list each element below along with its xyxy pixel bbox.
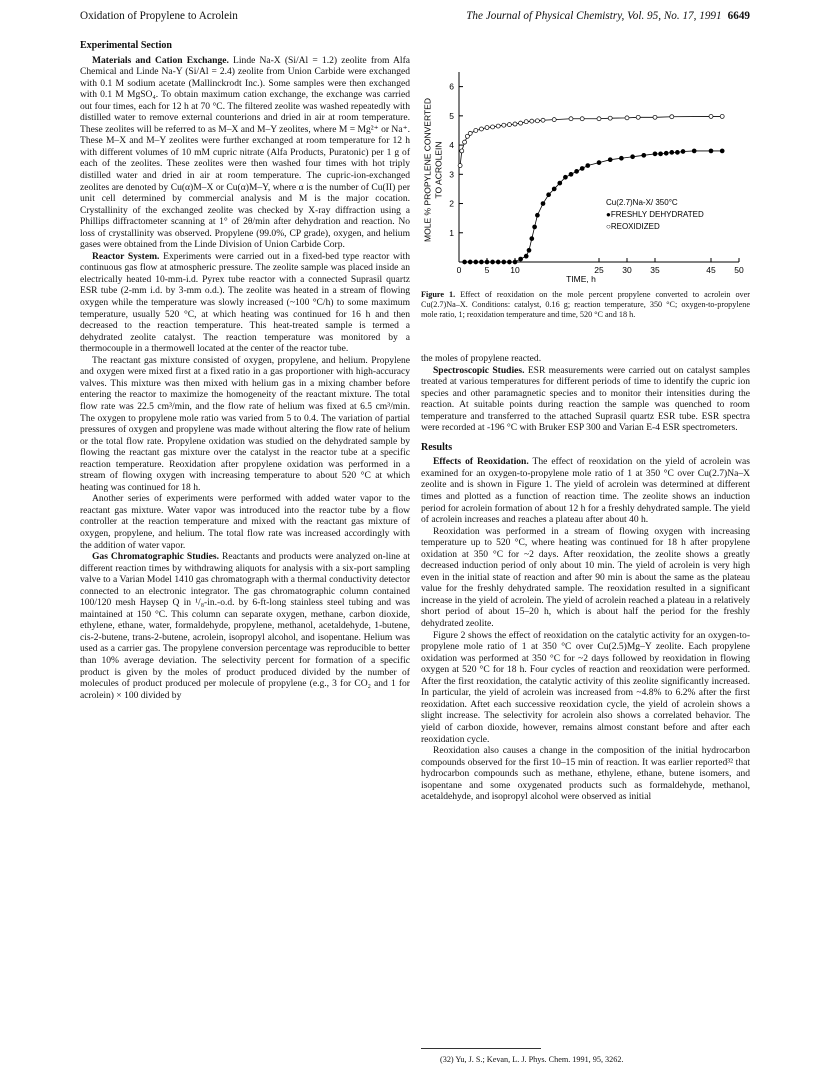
data-point-reoxidized: [519, 121, 523, 125]
paragraph: Materials and Cation Exchange. Linde Na-X (Si/Al = 1.2) zeolite from Alfa Chemical and Linde Na-Y (Si/Al = 2.4) zeolite from Union Carbide were exchanged with 0.1 M sodium acetate (Mallinckrodt Inc.). Some samples were then exchanged with 0.1 M MgSO₄. To obtain maximum cation exchange, the exchange was carried out four times, each for 12 h at 70 °C. The filtered zeolite was washed repeatedly with distilled water to remove external counterions and dried in air at room temperature. These zeolites will be referred to as M–X and M–Y zeolites, where M = Mg²⁺ or Na⁺. These M–X and M–Y zeolites were further exchanged at room temperature for 12 h with different volumes of 10 mM cupric nitrate (Alfa Products, Puratonic) per 1 g of each of the zeolites. These zeolites were then washed four times with hot triply distilled water and dried in air at room temperature. The cupric-ion-exchanged zeolites are denoted by Cu(α)M–X or Cu(α)M–Y, where α is the number of Cu(II) per unit cell determined by commercial analysis and M is the major cocation. Crystallinity of the exchanged zeolite was checked by X-ray diffraction using a Phillips diffractometer scanning at 1° of 2θ/min after dehydration and reaction. No loss of crystallinity was observed. Propylene (99.0%, CP grade), oxygen, and helium gases were obtained from the Linde Division of Union Carbide Corp.: [80, 54, 410, 251]
paragraph: Spectroscopic Studies. ESR measurements were carried out on catalyst samples treated at various temperatures for different periods of time to identify the cupric ion species and other paramagnetic species and to monitor their intensities during the reaction. At suitable points during reaction the sample was quenched to room temperature and transferred to the attached Suprasil quartz ESR tube. ESR spectra were recorded at -196 °C with Bruker ESP 300 and Varian E-4 ESR spectrometers.: [421, 364, 751, 434]
right-column: [421, 353, 750, 803]
y-tick-label: 2: [449, 198, 454, 209]
data-point-freshly-dehydrated: [563, 175, 567, 179]
data-point-reoxidized: [463, 140, 467, 144]
data-point-freshly-dehydrated: [496, 260, 500, 264]
data-point-reoxidized: [552, 118, 556, 122]
x-tick-label: 35: [650, 265, 660, 275]
data-point-freshly-dehydrated: [681, 150, 685, 154]
data-point-freshly-dehydrated: [664, 151, 668, 155]
section-heading: Results: [421, 441, 453, 453]
data-point-reoxidized: [458, 164, 462, 168]
data-point-reoxidized: [530, 119, 534, 123]
data-point-reoxidized: [485, 126, 489, 130]
data-point-reoxidized: [580, 117, 584, 121]
paragraph: The reactant gas mixture consisted of oxygen, propylene, and helium. Propylene and oxygen were mixed first at a fixed ratio in a gas proportioner with high-accuracy valves. This mixture was then mixed with helium gas in a mixing chamber before entering the reactor to maximize the homogeneity of the reactant mixture. The total flow rate was 22.5 cm³/min, and the flow rate of helium was fixed at 6.5 cm³/min. The oxygen to propylene mole ratio was varied from 5 to 0.4. The variation of partial pressures of oxygen and propylene was made without altering the flow rate of helium or the total flow rate. Propylene oxidation was studied on the dehydrated sample by flowing the reactant gas mixture over the catalyst in the reactor tube at a specific reaction temperature. Reoxidation after propylene oxidation was performed in a stream of flowing oxygen with increasing temperature to about 520 °C at which heating was continued for 18 h.: [80, 354, 410, 493]
data-point-reoxidized: [608, 116, 612, 120]
series-line-freshly-dehydrated: [465, 151, 723, 262]
paragraph: Figure 2 shows the effect of reoxidation on the catalytic activity for an oxygen-to-propylene mole ratio of 1 at 350 °C over Cu(2.5)Mg–Y zeolite. Each propylene oxidation was performed at 350 °C for ~2 days followed by reoxidation in flowing oxygen at 520 °C for 18 h. Four cycles of reaction and reoxidation were performed. After the first reoxidation, the catalytic activity of this zeolite significantly increased. In particular, the yield of acrolein was increased from ~4.8% to 6.2% after the first reoxidation. Aftet each successive reoxidation cycle, the yield of acrolein shows a slight increase. The selectivity for acrolein also shows a correlated behavior. The yield of carbon dioxide, however, remains almost constant before and after each reoxidation cycle.: [421, 629, 750, 745]
x-axis-label: TIME, h: [566, 274, 596, 284]
data-point-reoxidized: [496, 124, 500, 128]
footnote-rule: [421, 1048, 541, 1049]
data-point-reoxidized: [479, 127, 483, 131]
x-tick-label: 25: [594, 265, 604, 275]
data-point-freshly-dehydrated: [659, 152, 663, 156]
data-point-freshly-dehydrated: [580, 166, 584, 170]
data-point-reoxidized: [597, 117, 601, 121]
data-point-reoxidized: [569, 117, 573, 121]
paragraph: Effects of Reoxidation. The effect of reoxidation on the yield of acrolein was examined for an oxygen-to-propylene mole ratio of 1 at 350 °C over Cu(2.7)Na–X zeolite and is shown in Figure 1. The yield of acrolein was determined at different times and plotted as a function of reaction time. The zeolite shows an induction period for acrolein formation of about 12 h for a freshly dehydrated sample. The yield of acrolein increases and reaches a plateau after about 40 h.: [421, 456, 750, 526]
data-point-freshly-dehydrated: [502, 260, 506, 264]
run-in-heading: Effects of Reoxidation.: [433, 456, 529, 468]
paragraph: Reoxidation was performed in a stream of flowing oxygen with increasing temperature up to 520 °C, where heating was continued for 18 h after propylene oxidation at 350 °C for ~2 days. After reoxidation, the zeolite shows a greatly decreased induction period of only about 10 min. The yield of acrolein is very high even in the initial state of reaction and after 90 min is about the same as the plateau value for the freshly dehydrated sample. The reoxidation resulted in a significant increase in the yield of acrolein. The yield of acrolein reached a plateau in a relatively short period of about 15–20 h, which is about half the period for the freshly dehydrated zeolite.: [421, 525, 750, 630]
data-point-reoxidized: [524, 120, 528, 124]
left-column: [80, 40, 410, 701]
series-line-reoxidized: [460, 116, 722, 165]
paragraph: Reactor System. Experiments were carried out in a fixed-bed type reactor with continuous gas flow at atmospheric pressure. The zeolite sample was placed inside an electrically heated 10-mm-i.d. Pyrex tube reactor with a connected Suprasil quartz ESR tube (2-mm i.d. by 3-mm o.d.). The zeolite was heated in a stream of flowing oxygen while the temperature was slowly increased (~100 °C/h) to some maximum temperature, usually 520 °C, at which heating was continued for 16 h and then decreased to the reaction temperature. This heat-treated sample is termed a dehydrated zeolite catalyst. The reaction temperature was monitored by a thermocouple in a thermowell located at the center of the reactor tube.: [80, 250, 411, 355]
page-number: 6649: [727, 10, 750, 22]
data-point-freshly-dehydrated: [463, 260, 467, 264]
data-point-freshly-dehydrated: [519, 257, 523, 261]
data-point-freshly-dehydrated: [720, 149, 724, 153]
data-point-reoxidized: [507, 123, 511, 127]
x-tick-label: 30: [622, 265, 632, 275]
data-point-reoxidized: [709, 114, 713, 118]
data-point-freshly-dehydrated: [524, 254, 528, 258]
paragraph: Gas Chromatographic Studies. Reactants and products were analyzed on-line at different reaction times by withdrawing aliquots for analysis with a six-port sampling valve to a Varian Model 1410 gas chromatograph with a thermal conductivity detector connected to an electronic integrator. The gas chromatographic column contained 100/120 mesh Haysep Q in ¹/₈-in.-o.d. by 6-ft-long stainless steel tubing and was maintained at 150 °C. This column can separate oxygen, methane, carbon dioxide, ethylene, ethane, water, formaldehyde, propylene, methanol, acetaldehyde, 1-butene, cis-2-butene, trans-2-butene, acrolein, isopropyl alcohol, and isopentane. Helium was used as a carrier gas. The propylene conversion percentage was reproducible to better than 10% average deviation. The selectivity percent for formation of a specific product is given by the moles of product produced divided by the number of molecules of product produced per molecule of propylene (e.g., 3 for CO₂ and 1 for acrolein) × 100 divided by: [80, 551, 410, 701]
chart-svg: [421, 60, 750, 285]
x-tick-label: 45: [706, 265, 716, 275]
data-point-reoxidized: [491, 125, 495, 129]
figure-1: [421, 60, 750, 305]
run-in-heading: Reactor System.: [92, 250, 160, 262]
x-tick-label: 10: [510, 265, 520, 275]
data-point-freshly-dehydrated: [653, 152, 657, 156]
data-point-freshly-dehydrated: [513, 260, 517, 264]
data-point-reoxidized: [720, 114, 724, 118]
data-point-reoxidized: [468, 131, 472, 135]
header-title: Oxidation of Propylene to Acrolein: [80, 10, 238, 22]
data-point-freshly-dehydrated: [675, 150, 679, 154]
x-tick-label: 50: [734, 265, 744, 275]
paragraph: Another series of experiments were performed with added water vapor to the reactant gas mixture. Water vapor was introduced into the reactor tube by a flow controller at the reaction temperature and mixed with the reactant gas mixture of oxygen, propylene, and helium. The total flow rate was increased accordingly with the addition of water vapor.: [80, 493, 410, 551]
data-point-freshly-dehydrated: [533, 225, 537, 229]
legend-title: Cu(2.7)Na-X/ 350°C: [606, 198, 678, 207]
data-point-reoxidized: [535, 119, 539, 123]
x-tick-label: 5: [484, 265, 490, 275]
data-point-reoxidized: [474, 128, 478, 132]
footnote: (32) Yu, J. S.; Kevan, L. J. Phys. Chem. 1991, 95, 3262.: [440, 1055, 624, 1064]
data-point-freshly-dehydrated: [692, 149, 696, 153]
data-point-freshly-dehydrated: [507, 260, 511, 264]
y-tick-label: 6: [449, 81, 454, 92]
data-point-freshly-dehydrated: [541, 202, 545, 206]
data-point-freshly-dehydrated: [535, 213, 539, 217]
data-point-freshly-dehydrated: [547, 193, 551, 197]
data-point-freshly-dehydrated: [552, 187, 556, 191]
data-point-freshly-dehydrated: [642, 153, 646, 157]
data-point-reoxidized: [460, 149, 464, 153]
y-tick-label: 4: [449, 140, 454, 151]
data-point-freshly-dehydrated: [608, 158, 612, 162]
data-point-reoxidized: [541, 118, 545, 122]
running-header: [80, 10, 750, 28]
y-axis-label: MOLE % PROPYLENE CONVERTED: [422, 98, 433, 242]
data-point-freshly-dehydrated: [670, 150, 674, 154]
data-point-freshly-dehydrated: [530, 237, 534, 241]
paragraph: Reoxidation also causes a change in the composition of the initial hydrocarbon compounds observed for the first 10–15 min of reaction. It was earlier reported³² that hydrocarbon compounds such as methane, ethylene, ethane, butene isomers, and isopentane and some oxygenated products such as formaldehyde, methanol, acetaldehyde, and isopropyl alcohol were observed as initial: [421, 745, 750, 803]
section-heading: Experimental Section: [80, 40, 172, 51]
data-point-freshly-dehydrated: [619, 156, 623, 160]
data-point-reoxidized: [625, 116, 629, 120]
data-point-freshly-dehydrated: [569, 172, 573, 176]
data-point-reoxidized: [670, 115, 674, 119]
data-point-freshly-dehydrated: [575, 169, 579, 173]
run-in-heading: Materials and Cation Exchange.: [92, 54, 229, 66]
header-journal: The Journal of Physical Chemistry, Vol. 95, No. 17, 1991 6649: [466, 10, 750, 22]
y-tick-label: 5: [449, 110, 454, 121]
legend-entry-reoxidized: ○REOXIDIZED: [606, 222, 660, 231]
data-point-freshly-dehydrated: [474, 260, 478, 264]
y-tick-label: 3: [449, 169, 454, 180]
data-point-freshly-dehydrated: [709, 149, 713, 153]
run-in-heading: Gas Chromatographic Studies.: [92, 551, 219, 563]
data-point-freshly-dehydrated: [491, 260, 495, 264]
data-point-freshly-dehydrated: [468, 260, 472, 264]
data-point-freshly-dehydrated: [485, 260, 489, 264]
legend-entry-freshly-dehydrated: ●FRESHLY DEHYDRATED: [606, 210, 704, 219]
x-tick-label: 0: [456, 265, 462, 275]
data-point-freshly-dehydrated: [597, 161, 601, 165]
paragraph: the moles of propylene reacted.: [421, 353, 542, 364]
data-point-freshly-dehydrated: [558, 181, 562, 185]
data-point-reoxidized: [502, 123, 506, 127]
data-point-freshly-dehydrated: [527, 248, 531, 252]
y-tick-label: 1: [449, 227, 454, 238]
y-axis-label-2: TO ACROLEIN: [433, 141, 444, 199]
data-point-freshly-dehydrated: [586, 164, 590, 168]
run-in-heading: Spectroscopic Studies.: [433, 364, 525, 376]
data-point-freshly-dehydrated: [631, 155, 635, 159]
data-point-freshly-dehydrated: [479, 260, 483, 264]
data-point-reoxidized: [636, 115, 640, 119]
data-point-reoxidized: [513, 122, 517, 126]
figure-caption: Figure 1. Effect of reoxidation on the mole percent propylene converted to acrolein over Cu(2.7)Na–X. Conditions: catalyst, 0.16 g; reaction temperature, 350 °C; oxygen-to-propylene mole ratio, 1; reoxidation temperature and time, 520 °C and 18 h.: [421, 290, 750, 320]
data-point-reoxidized: [653, 115, 657, 119]
